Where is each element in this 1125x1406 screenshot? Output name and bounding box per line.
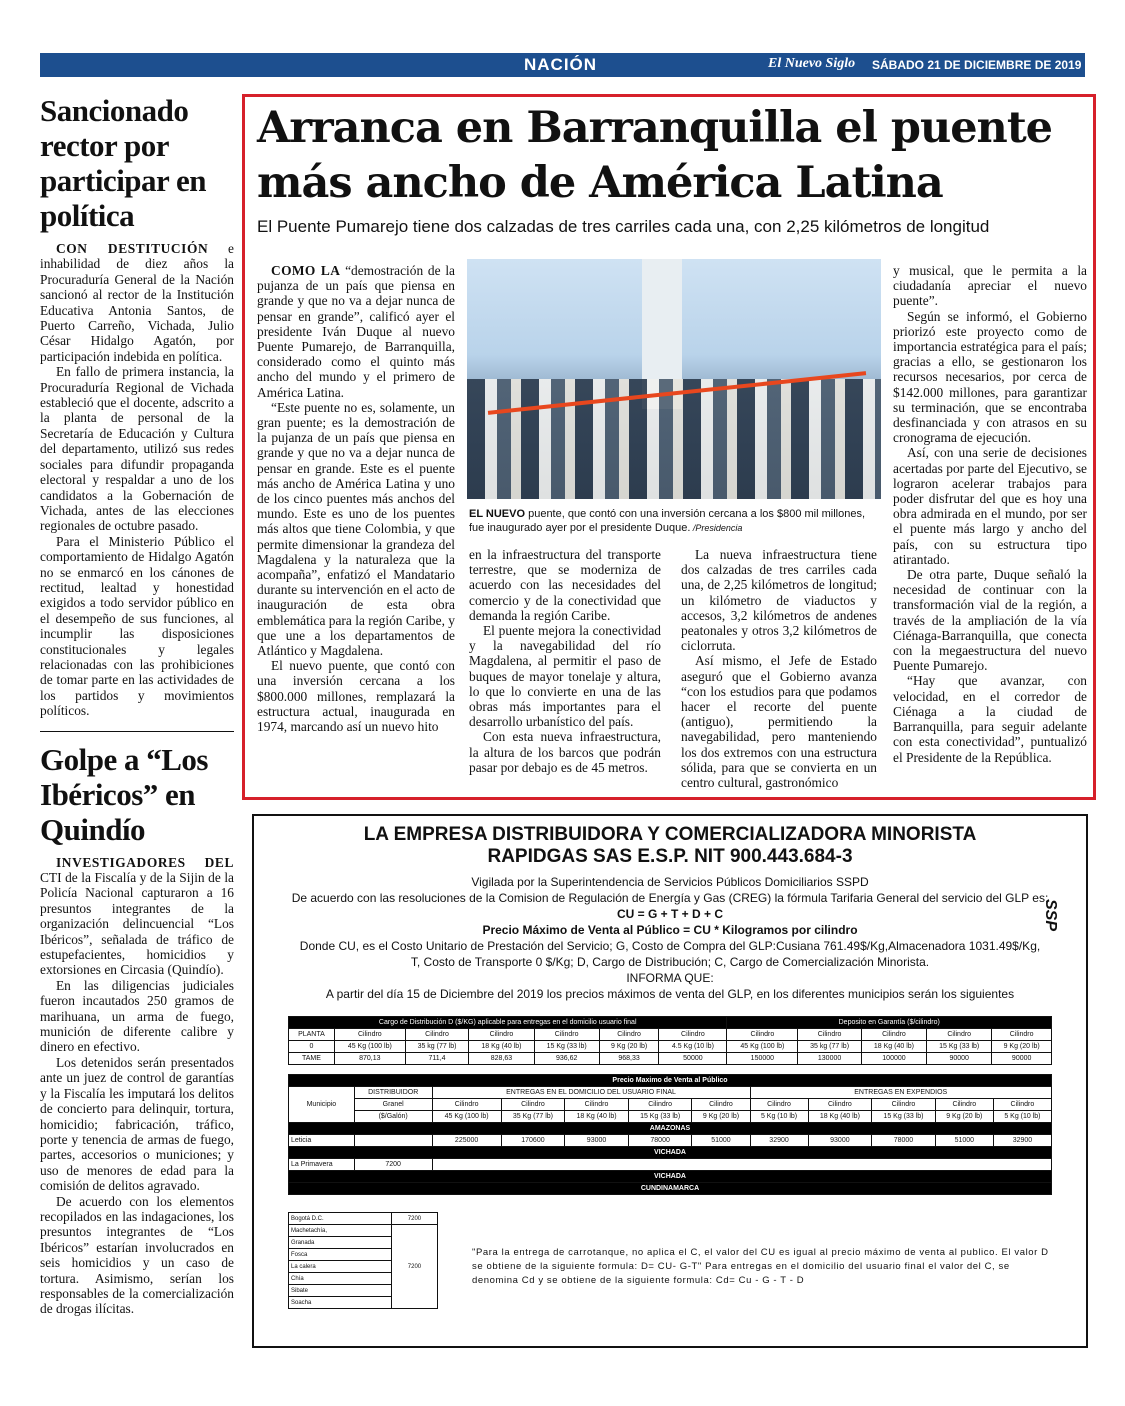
- story2-title: Golpe a “Los Ibéricos” en Quindío: [40, 741, 208, 847]
- divider: [40, 731, 234, 732]
- table-cell: Cilindro: [405, 1029, 469, 1041]
- table-cell: 18 Kg (40 lb): [808, 1111, 872, 1123]
- table-cell: 5 Kg (10 lb): [993, 1111, 1051, 1123]
- notice-line: INFORMA QUE:: [626, 971, 714, 985]
- table-row: [289, 1087, 1052, 1099]
- table-cell: 7200: [391, 1213, 437, 1225]
- notice-title: LA EMPRESA DISTRIBUIDORA Y COMERCIALIZADORA MINORISTA: [363, 824, 977, 845]
- caption-lead: EL NUEVO: [469, 508, 526, 520]
- table-cell: 828,63: [469, 1053, 534, 1065]
- table-cell: Cilindro: [798, 1029, 862, 1041]
- article-paragraph: Según se informó, el Gobierno priorizó este proyecto como de importancia estratégica para el país; gracias a ello, se gestionaron los recursos necesarios, por cerca de $142.000 millones, para garantizar su terminación, que se encontraba desfinanciada y con atrasos en su cronograma de ejecución.: [893, 308, 1087, 446]
- table-cell: 7200: [354, 1159, 432, 1171]
- table-row: [289, 1041, 1052, 1053]
- table-cell: 90000: [992, 1053, 1052, 1065]
- table-row: [289, 1053, 1052, 1065]
- table-cell: 32900: [750, 1135, 808, 1147]
- table-cell: La calera: [289, 1261, 392, 1273]
- story1-p1: e inhabilidad de diez años la Procuraduría General de la Nación sancionó al rector de la Institución Educativa Antonia Santos, de Puerto Carreño, Vichada, Julio César Hidalgo Agatón, por participación indebida en política.: [40, 241, 234, 364]
- table-cell: 7200: [391, 1225, 437, 1309]
- gas-price-notice: [252, 814, 1088, 1348]
- table-header: Cargo de Distribución D ($/KG) aplicable para entregas en el domicilio usuario final: [289, 1017, 727, 1029]
- caption-credit: /Presidencia: [690, 523, 743, 533]
- article-paragraph: De otra parte, Duque señaló la necesidad de continuar con la transformación vial de la región, a través de la ampliación de la vía Ciénaga-Barranquilla, que conecta con la megaestructura del nuevo Puente Pumarejo.: [893, 567, 1087, 674]
- table-cell: Granada: [289, 1237, 392, 1249]
- table-cell: 936,62: [534, 1053, 599, 1065]
- story2-p3: Los detenidos serán presentados ante un juez de control de garantías y la Fiscalía les imputará los delitos de concierto para delinquir, tortura, homicidio; fabricación, tráfico, porte y tenencia de armas de fuego, partes, accesorios o municiones; y uso de menores de edad para la comisión de delitos agravado.: [40, 1054, 234, 1194]
- story1-lead: CON DESTITUCIÓN: [56, 241, 209, 256]
- region-header: VICHADA: [289, 1147, 1052, 1159]
- table-cell: TAME: [289, 1053, 335, 1065]
- table-cell: 32900: [993, 1135, 1051, 1147]
- table-row: [289, 1159, 1052, 1171]
- table-cell: Sibate: [289, 1285, 392, 1297]
- distribution-charge-table: [288, 1016, 1052, 1065]
- table-cell: 15 Kg (33 lb): [927, 1041, 992, 1053]
- article-paragraph: “demostración de la pujanza de un país que piensa en grande y que no va a dejar nunca de pensar en grande”, calificó ayer el presidente Iván Duque al nuevo Puente Pumarejo, de Barranquilla, considerado como el quinto más ancho del mundo y el primero de América Latina.: [257, 263, 455, 400]
- story1-body: [40, 241, 234, 719]
- table-cell: ENTREGAS EN EL DOMICILIO DEL USUARIO FINAL: [432, 1087, 750, 1099]
- article-column-3: [681, 547, 877, 790]
- table-row: [289, 1111, 1052, 1123]
- table-cell: 35 kg (77 lb): [798, 1041, 862, 1053]
- table-cell: Cilindro: [750, 1099, 808, 1111]
- table-cell: 90000: [927, 1053, 992, 1065]
- table-cell: [354, 1135, 432, 1147]
- table-cell: Cilindro: [469, 1029, 534, 1041]
- table-cell: 51000: [692, 1135, 750, 1147]
- table-cell: 78000: [872, 1135, 936, 1147]
- notice-formula: CU = G + T + D + C: [616, 907, 724, 921]
- table-cell: 130000: [798, 1053, 862, 1065]
- table-cell: 9 Kg (20 lb): [992, 1041, 1052, 1053]
- article-paragraph: Así, con una serie de decisiones acertadas por parte del Ejecutivo, se lograron acelerar trabajos para poder disfrutar del que es hoy una obra admirada en el mundo, por ser el puente más largo y ancho del país, con su estructura tipo atirantado.: [893, 445, 1087, 567]
- table-cell: 9 Kg (20 lb): [599, 1041, 659, 1053]
- table-cell: Cilindro: [599, 1029, 659, 1041]
- notice-footnote: "Para la entrega de carrotanque, no aplica el C, el valor del CU es igual al precio máximo de venta al publico. El valor D se obtiene de la siguiente formula: D= CU- G-T" Para entregas en el domicilio del usuario final el valor del C, se denomina Cd y se obtiene de la siguiente formula: Cd= Cu - G - T - D: [472, 1247, 1049, 1286]
- table-cell: 5 Kg (10 lb): [750, 1111, 808, 1123]
- article-paragraph: en la infraestructura del transporte terrestre, que se moderniza de acuerdo con las necesidades del comercio y de la conectividad que demanda la región Caribe.: [469, 547, 661, 623]
- table-cell: 15 Kg (33 lb): [534, 1041, 599, 1053]
- left-column: [40, 93, 234, 1317]
- max-price-table: [288, 1074, 1052, 1195]
- page-number: 9B: [1096, 54, 1118, 73]
- table-cell: Cilindro: [565, 1099, 629, 1111]
- table-cell: Cilindro: [861, 1029, 926, 1041]
- notice-line: Precio Máximo de Venta al Público = CU * Kilogramos por cilindro: [482, 923, 858, 937]
- region-header: VICHADA: [289, 1171, 1052, 1183]
- table-row: [289, 1135, 1052, 1147]
- table-row: [289, 1213, 438, 1225]
- table-cell: 150000: [727, 1053, 798, 1065]
- table-cell: Granel: [354, 1099, 432, 1111]
- table-cell: La Primavera: [289, 1159, 355, 1171]
- article-photo: [467, 259, 881, 499]
- article-paragraph: “Este puente no es, solamente, un gran puente; es la demostración de la pujanza de un país que piensa en grande y que no va a dejar nunca de pensar en grande. Este es el puente más ancho de América Latina y uno de los cinco puentes más anchos del mundo. Este es uno de los puentes más altos que tiene Colombia, y que permite dimensionar la grandeza del Magdalena y la naturaleza que la acompaña”, enfatizó el Mandatario durante su intervención en el acto de inauguración de esta obra emblemática para la región Caribe, y que une a los departamentos de Atlántico y Magdalena.: [257, 399, 455, 659]
- notice-line: Donde CU, es el Costo Unitario de Prestación del Servicio; G, Costo de Compra del GLP:Cusiana 761.49$/Kg,Almacenadora 1031.49$/Kg,: [299, 939, 1041, 953]
- table-cell: 45 Kg (100 lb): [432, 1111, 501, 1123]
- notice-line: A partir del día 15 de Diciembre del 2019 los precios máximos de venta del GLP, en los diferentes municipios serán los siguientes: [325, 987, 1015, 1001]
- table-row: [289, 1029, 1052, 1041]
- table-cell: 35 Kg (77 lb): [501, 1111, 565, 1123]
- table-cell: Cilindro: [808, 1099, 872, 1111]
- table-cell: 45 Kg (100 lb): [334, 1041, 405, 1053]
- ssp-logo: SSP: [1041, 898, 1059, 932]
- section-name: NACIÓN: [524, 55, 598, 74]
- table-cell: 170600: [501, 1135, 565, 1147]
- caption-text: puente, que contó con una inversión cercana a los $800 mil millones, fue inaugurado ayer por el presidente Duque.: [469, 508, 866, 534]
- table-cell: Cilindro: [727, 1029, 798, 1041]
- cundinamarca-table: [288, 1212, 438, 1309]
- article-column-2: [469, 547, 661, 775]
- article-subhead: El Puente Pumarejo tiene dos calzadas de tres carriles cada una, con 2,25 kilómetros de longitud: [257, 217, 990, 236]
- article-column-4: [893, 263, 1087, 765]
- table-cell: Cilindro: [628, 1099, 692, 1111]
- table-cell: ($/Galón): [354, 1111, 432, 1123]
- table-cell: Machetachía,: [289, 1225, 392, 1237]
- table-row: [289, 1099, 1052, 1111]
- table-cell: Cilindro: [534, 1029, 599, 1041]
- story1-title: Sancionado rector por participar en política: [40, 93, 206, 233]
- article-headline: Arranca en Barranquilla el puente más ancho de América Latina: [257, 103, 1053, 208]
- table-cell: DISTRIBUIDOR: [354, 1087, 432, 1099]
- table-cell: Cilindro: [927, 1029, 992, 1041]
- story2-lead: INVESTIGADORES DEL: [56, 854, 234, 870]
- article-paragraph: Así mismo, el Jefe de Estado aseguró que el Gobierno avanza “con los estudios para que podamos hacer el recorte del puente (antiguo), permitiendo la navegabilidad, pero manteniendo los dos extremos con una estructura sólida, para que se convierta en un centro cultural, gastronómico: [681, 653, 877, 791]
- notice-line: De acuerdo con las resoluciones de la Comision de Regulación de Energía y Gas (CREG) la fórmula Tarifaria General del servicio del GLP es:: [291, 891, 1049, 905]
- table-cell: 78000: [628, 1135, 692, 1147]
- section-header-bar: [40, 53, 1118, 77]
- article-paragraph: El nuevo puente, que contó con una inversión cercana a los $800.000 millones, remplazará la estructura actual, inaugurada en 1974, marcando así un nuevo hito: [257, 658, 455, 735]
- table-cell: Cilindro: [659, 1029, 727, 1041]
- table-cell: 4.5 Kg (10 lb): [659, 1041, 727, 1053]
- table-cell: 93000: [565, 1135, 629, 1147]
- table-cell: ENTREGAS EN EXPENDIOS: [750, 1087, 1052, 1099]
- table-cell: 18 Kg (40 lb): [565, 1111, 629, 1123]
- table-cell: Cilindro: [334, 1029, 405, 1041]
- table-cell: 15 Kg (33 lb): [628, 1111, 692, 1123]
- story2-p1: CTI de la Fiscalía y de la Sijin de la Policía Nacional capturaron a 16 presuntos integrantes de la organización delincuencial “Los Ibéricos”, señalada de tráfico de estupefacientes, homicidios y extorsiones en Circasia (Quindío).: [40, 870, 234, 978]
- table-cell: 9 Kg (20 lb): [935, 1111, 993, 1123]
- table-cell: 15 Kg (33 lb): [872, 1111, 936, 1123]
- story2-body: [40, 855, 234, 1317]
- region-header: AMAZONAS: [289, 1123, 1052, 1135]
- table-cell: 35 kg (77 lb): [405, 1041, 469, 1053]
- table-cell: Cilindro: [501, 1099, 565, 1111]
- article-paragraph: La nueva infraestructura tiene dos calzadas de tres carriles cada una, de 2,25 kilómetros de longitud; un kilómetro de viaductos y accesos, 3,2 kilómetros de andenes peatonales y otros 3,2 kilómetros de ciclorruta.: [681, 547, 877, 654]
- notice-line: T, Costo de Transporte 0 $/Kg; D, Cargo de Distribución; C, Cargo de Comercialización Minorista.: [410, 955, 930, 969]
- photo-caption: [469, 507, 879, 535]
- article-lead: COMO LA: [271, 263, 341, 278]
- table-cell: [432, 1159, 1051, 1171]
- table-cell: Cilindro: [992, 1029, 1052, 1041]
- table-cell: Leticia: [289, 1135, 355, 1147]
- table-header: Deposito en Garantía ($/cilindro): [727, 1017, 1052, 1029]
- table-cell: Cilindro: [432, 1099, 501, 1111]
- story2-p4: De acuerdo con los elementos recopilados en las indagaciones, los presuntos integrantes de “Los Ibéricos” estarían involucrados en seis homicidios y un caso de tortura. Asimismo, serían los responsables de la comercialización de drogas ilícitas.: [40, 1193, 234, 1317]
- table-cell: 93000: [808, 1135, 872, 1147]
- table-cell: 0: [289, 1041, 335, 1053]
- table-cell: Fosca: [289, 1249, 392, 1261]
- table-cell: 18 Kg (40 lb): [469, 1041, 534, 1053]
- table-cell: Chía: [289, 1273, 392, 1285]
- table-cell: 225000: [432, 1135, 501, 1147]
- table-cell: Soacha: [289, 1297, 392, 1309]
- article-paragraph: y musical, que le permita a la ciudadanía apreciar el nuevo puente”.: [893, 263, 1087, 309]
- table-cell: 51000: [935, 1135, 993, 1147]
- article-column-1: [257, 263, 455, 734]
- story2-p2: En las diligencias judiciales fueron incautados 250 gramos de marihuana, un arma de fuego, munición de diferente calibre y dinero en efectivo.: [40, 977, 234, 1055]
- table-cell: Municipio: [289, 1087, 355, 1123]
- table-cell: 100000: [861, 1053, 926, 1065]
- table-cell: 870,13: [334, 1053, 405, 1065]
- table-cell: PLANTA: [289, 1029, 335, 1041]
- newspaper-brand: El Nuevo Siglo: [768, 56, 856, 71]
- table-cell: 711,4: [405, 1053, 469, 1065]
- table-cell: 18 Kg (40 lb): [861, 1041, 926, 1053]
- table-cell: 50000: [659, 1053, 727, 1065]
- story1-p2: En fallo de primera instancia, la Procuraduría Regional de Vichada estableció que el docente, adscrito a la planta de personal de la Secretaría de Educación y Cultura del departamento, utilizó sus redes sociales para difundir propaganda electoral y respaldar a uno de los candidatos a la Gobernación de Vichada, antes de las elecciones regionales de octubre pasado.: [40, 364, 234, 534]
- table-cell: Cilindro: [935, 1099, 993, 1111]
- notice-company: RAPIDGAS SAS E.S.P. NIT 900.443.684-3: [487, 846, 853, 867]
- table-cell: Bogotá D.C.: [289, 1213, 392, 1225]
- table-cell: 9 Kg (20 lb): [692, 1111, 750, 1123]
- main-article: [242, 94, 1096, 800]
- article-paragraph: El puente mejora la conectividad y la navegabilidad del río Magdalena, al permitir el paso de buques de mayor tonelaje y altura, lo que lo convierte en una de las obras más importantes para el desarrollo urbanístico del país.: [469, 623, 661, 730]
- table-cell: 45 Kg (100 lb): [727, 1041, 798, 1053]
- article-paragraph: “Hay que avanzar, con velocidad, en el corredor de Ciénaga a la ciudad de Barranquilla, para seguir adelante con esta conectividad”, puntualizó el Presidente de la República.: [893, 673, 1087, 765]
- table-cell: Cilindro: [993, 1099, 1051, 1111]
- photo-crowd: [467, 379, 881, 499]
- notice-line: Vigilada por la Superintendencia de Servicios Públicos Domiciliarios SSPD: [471, 875, 869, 889]
- table-title: Precio Maximo de Venta al Público: [289, 1075, 1052, 1087]
- story1-p3: Para el Ministerio Público el comportamiento de Hidalgo Agatón no se enmarcó en los cánones de rectitud, lealtad y honestidad exigidos a todo servidor público en el desempeño de sus funciones, al incumplir las disposiciones constitucionales y legales relacionadas con las prohibiciones de tomar parte en las actividades de los partidos y movimientos políticos.: [40, 533, 234, 719]
- region-header: CUNDINAMARCA: [289, 1183, 1052, 1195]
- table-cell: Cilindro: [872, 1099, 936, 1111]
- article-paragraph: Con esta nueva infraestructura, la altura de los barcos que podrán pasar por debajo es de 45 metros.: [469, 729, 661, 775]
- table-cell: Cilindro: [692, 1099, 750, 1111]
- issue-date: SÁBADO 21 DE DICIEMBRE DE 2019: [872, 58, 1082, 72]
- table-row: [289, 1225, 438, 1237]
- table-cell: 968,33: [599, 1053, 659, 1065]
